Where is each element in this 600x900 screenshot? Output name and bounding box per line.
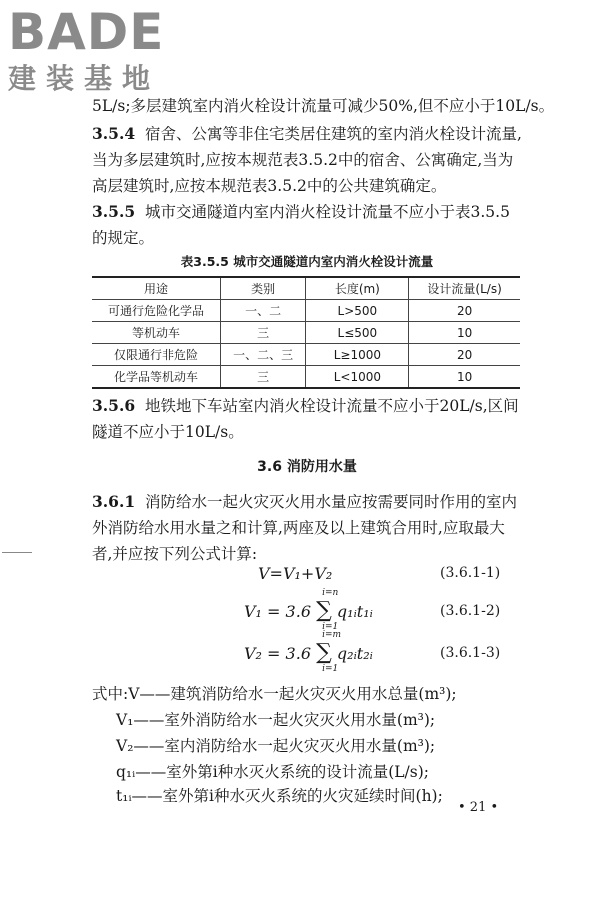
table-cell: 20 bbox=[409, 344, 520, 366]
sum-upper: i=n bbox=[322, 588, 339, 598]
text-line: 的规定。 bbox=[92, 229, 155, 247]
clause-number: 3.6.1 bbox=[92, 492, 136, 511]
table-row bbox=[92, 366, 520, 389]
text-line: 外消防给水用水量之和计算,两座及以上建筑合用时,应取最大 bbox=[92, 519, 505, 537]
equation-3 bbox=[244, 630, 373, 674]
table-row bbox=[92, 300, 520, 322]
equation-term: q₁ᵢt₁ᵢ bbox=[336, 602, 373, 621]
table-caption: 表3.5.5 城市交通隧道内室内消火栓设计流量 bbox=[180, 254, 434, 269]
page-number: • 21 • bbox=[458, 800, 499, 815]
table-cell: 20 bbox=[409, 300, 520, 322]
clause-number: 3.5.4 bbox=[92, 124, 136, 143]
logo-brand: BADE bbox=[8, 3, 165, 61]
table-cell: 10 bbox=[409, 322, 520, 344]
equation-term: q₂ᵢt₂ᵢ bbox=[336, 644, 373, 663]
definition-line: 式中:V——建筑消防给水一起火灾灭火用水总量(m³); bbox=[92, 685, 457, 703]
equation-2 bbox=[244, 588, 373, 632]
table-cell: 可通行危险化学品 bbox=[92, 300, 220, 322]
definition-line: V₂——室内消防给水一起火灾灭火用水量(m³); bbox=[116, 737, 436, 755]
clause-3-5-6 bbox=[92, 394, 522, 418]
table-cell: 等机动车 bbox=[92, 322, 220, 344]
table-cell: 10 bbox=[409, 366, 520, 389]
table-cell: 三 bbox=[220, 366, 306, 389]
table-cell: 仅限通行非危险 bbox=[92, 344, 220, 366]
header-cell: 类别 bbox=[220, 277, 306, 300]
header-cell: 设计流量(L/s) bbox=[409, 277, 520, 300]
text-line: 宿舍、公寓等非住宅类居住建筑的室内消火栓设计流量, bbox=[145, 125, 522, 143]
sum-symbol: ∑ i=m i=1 bbox=[316, 630, 342, 674]
logo-subtitle: 建装基地 bbox=[8, 62, 161, 95]
brand-logo bbox=[8, 3, 165, 96]
header-cell: 用途 bbox=[92, 277, 220, 300]
text-line: 隧道不应小于10L/s。 bbox=[92, 423, 244, 441]
table-cell: 一、二、三 bbox=[220, 344, 306, 366]
clause-3-5-4 bbox=[92, 122, 522, 146]
text-line: 地铁地下车站室内消火栓设计流量不应小于20L/s,区间 bbox=[145, 397, 519, 415]
section-title: 3.6 消防用水量 bbox=[257, 459, 357, 475]
table-cell: L<1000 bbox=[306, 366, 409, 389]
equation-lhs: V₁ = 3.6 bbox=[244, 602, 311, 621]
margin-mark bbox=[2, 552, 32, 553]
clause-number: 3.5.6 bbox=[92, 396, 136, 415]
text-line: 当为多层建筑时,应按本规范表3.5.2中的宿舍、公寓确定,当为 bbox=[92, 151, 514, 169]
equation-lhs: V₂ = 3.6 bbox=[244, 644, 311, 663]
table-header-row bbox=[92, 277, 520, 300]
sum-lower: i=1 bbox=[322, 664, 339, 674]
sum-lower: i=1 bbox=[322, 622, 339, 632]
table-cell: L≤500 bbox=[306, 322, 409, 344]
equation-number: (3.6.1-3) bbox=[440, 645, 501, 661]
text-line: 消防给水一起火灾灭火用水量应按需要同时作用的室内 bbox=[145, 493, 518, 511]
definition-line: t₁ᵢ——室外第i种水灭火系统的火灾延续时间(h); bbox=[116, 787, 443, 805]
table-cell: 一、二 bbox=[220, 300, 306, 322]
definition-line: q₁ᵢ——室外第i种水灭火系统的设计流量(L/s); bbox=[116, 763, 429, 781]
clause-number: 3.5.5 bbox=[92, 202, 136, 221]
clause-3-5-5 bbox=[92, 200, 522, 224]
table-cell: L≥1000 bbox=[306, 344, 409, 366]
table-cell: 化学品等机动车 bbox=[92, 366, 220, 389]
equation-number: (3.6.1-2) bbox=[440, 603, 501, 619]
text-line: 5L/s;多层建筑室内消火栓设计流量可减少50%,但不应小于10L/s。 bbox=[92, 97, 555, 115]
text-line: 高层建筑时,应按本规范表3.5.2中的公共建筑确定。 bbox=[92, 177, 447, 195]
table-cell: L>500 bbox=[306, 300, 409, 322]
equation-number: (3.6.1-1) bbox=[440, 565, 501, 581]
text-line: 城市交通隧道内室内消火栓设计流量不应小于表3.5.5 bbox=[145, 203, 510, 221]
sum-symbol: ∑ i=n i=1 bbox=[316, 588, 339, 632]
header-cell: 长度(m) bbox=[306, 277, 409, 300]
table-row bbox=[92, 322, 520, 344]
clause-3-6-1 bbox=[92, 490, 522, 514]
equation-1: V=V₁+V₂ bbox=[258, 564, 333, 583]
table-row bbox=[92, 344, 520, 366]
sum-upper: i=m bbox=[322, 630, 342, 640]
flow-table bbox=[92, 276, 520, 389]
text-line: 者,并应按下列公式计算: bbox=[92, 545, 258, 563]
table-cell: 三 bbox=[220, 322, 306, 344]
definition-line: V₁——室外消防给水一起火灾灭火用水量(m³); bbox=[116, 711, 436, 729]
